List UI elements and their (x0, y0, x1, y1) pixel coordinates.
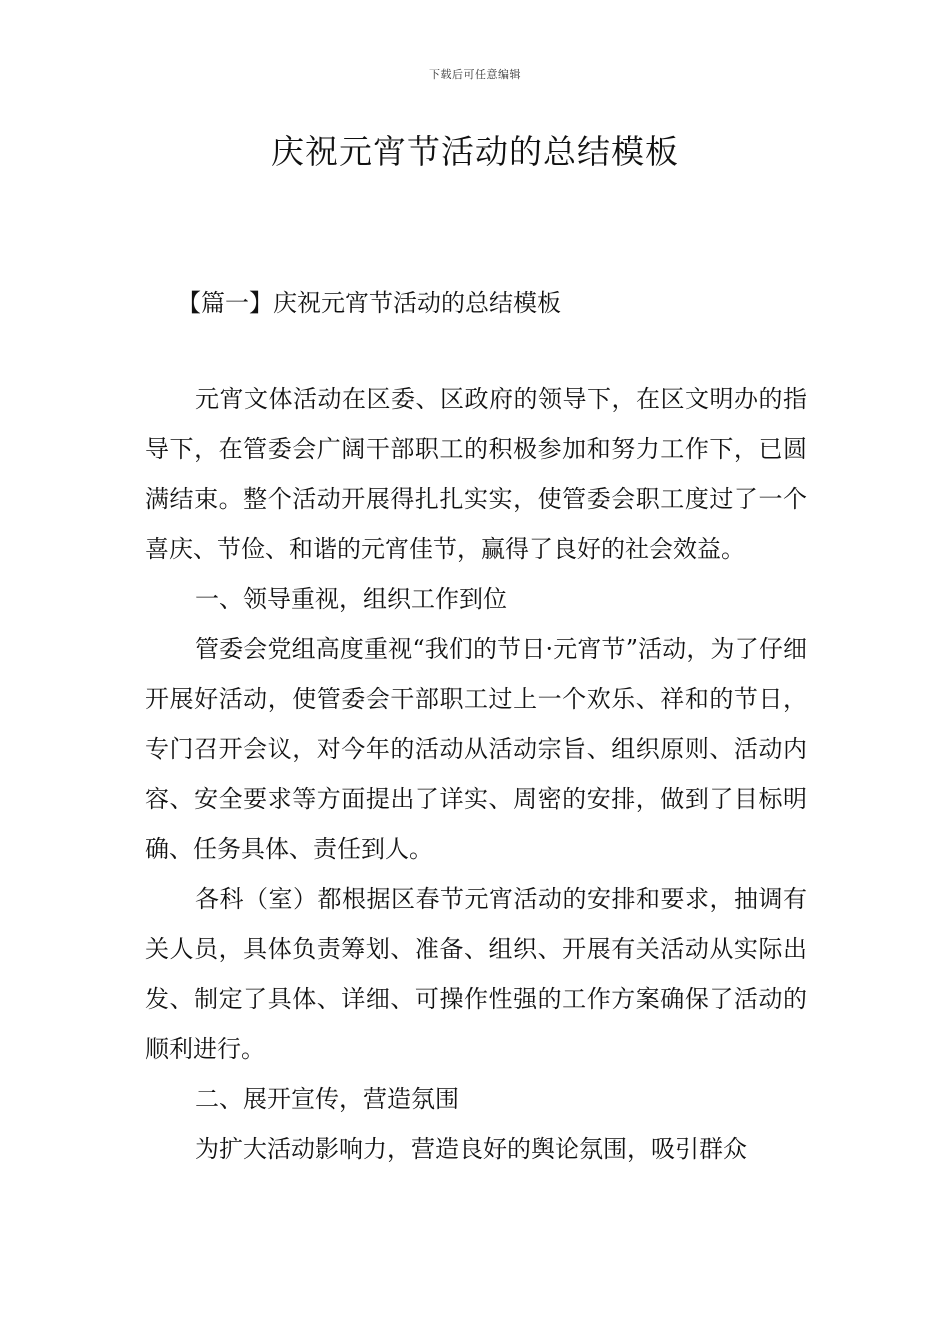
paragraph-publicity: 为扩大活动影响力，营造良好的舆论氛围，吸引群众 (195, 1135, 747, 1163)
header-note: 下载后可任意编辑 (429, 68, 521, 81)
document-body (145, 374, 807, 1174)
section-title: 【篇一】庆祝元宵节活动的总结模板 (177, 289, 561, 317)
heading-publicity: 二、展开宣传，营造氛围 (195, 1085, 459, 1113)
heading-leadership: 一、领导重视，组织工作到位 (195, 585, 507, 613)
paragraph-departments: 各科（室）都根据区春节元宵活动的安排和要求，抽调有关人员，具体负责筹划、准备、组织、开展有关活动从实际出发、制定了具体、详细、可操作性强的工作方案确保了活动的顺利进行。 (145, 885, 807, 1063)
document-title: 庆祝元宵节活动的总结模板 (271, 132, 679, 171)
paragraph-leadership: 管委会党组高度重视“我们的节日·元宵节”活动，为了仔细开展好活动，使管委会干部职工过上一个欢乐、祥和的节日，专门召开会议，对今年的活动从活动宗旨、组织原则、活动内容、安全要求等方面提出了详实、周密的安排，做到了目标明确、任务具体、责任到人。 (145, 635, 807, 863)
paragraph-intro: 元宵文体活动在区委、区政府的领导下，在区文明办的指导下，在管委会广阔干部职工的积极参加和努力工作下，已圆满结束。整个活动开展得扎扎实实，使管委会职工度过了一个喜庆、节俭、和谐的元宵佳节，赢得了良好的社会效益。 (145, 385, 807, 563)
